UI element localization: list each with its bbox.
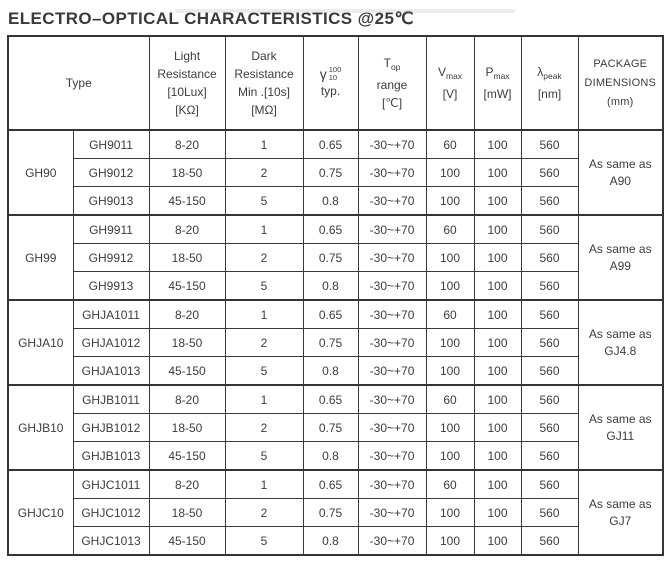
cell-model: GHJC1011	[73, 470, 149, 499]
cell-top-range: -30~+70	[358, 357, 426, 386]
cell-vmax: 100	[426, 442, 474, 471]
header-lambda-peak: $\lambda_{peak}$ [nm]	[521, 36, 578, 130]
cell-pmax: 100	[474, 499, 521, 527]
cell-type-group: GH99	[8, 215, 73, 300]
header-package-dimensions: PACKAGE DIMENSIONS (mm)	[578, 36, 663, 130]
cell-gamma: 0.75	[303, 499, 358, 527]
cell-vmax: 100	[426, 357, 474, 386]
cell-type-group: GHJA10	[8, 300, 73, 385]
cell-top-range: -30~+70	[358, 329, 426, 357]
cell-pmax: 100	[474, 215, 521, 244]
cell-pmax: 100	[474, 130, 521, 159]
cell-gamma: 0.8	[303, 272, 358, 301]
cell-top-range: -30~+70	[358, 244, 426, 272]
cell-lambda-peak: 560	[521, 130, 578, 159]
cell-dark-resistance: 1	[225, 300, 303, 329]
cell-dark-resistance: 1	[225, 215, 303, 244]
cell-pmax: 100	[474, 527, 521, 556]
cell-light-resistance: 45-150	[149, 357, 225, 386]
cell-pmax: 100	[474, 470, 521, 499]
cell-vmax: 100	[426, 499, 474, 527]
cell-gamma: 0.65	[303, 130, 358, 159]
cell-top-range: -30~+70	[358, 300, 426, 329]
cell-dark-resistance: 5	[225, 442, 303, 471]
cell-package-dimensions: As same as A90	[578, 130, 663, 215]
cell-lambda-peak: 560	[521, 357, 578, 386]
cell-vmax: 100	[426, 187, 474, 216]
table-row	[8, 244, 663, 272]
table-row	[8, 499, 663, 527]
cell-lambda-peak: 560	[521, 499, 578, 527]
table-row	[8, 527, 663, 556]
cell-pmax: 100	[474, 159, 521, 187]
table-row	[8, 329, 663, 357]
table-row	[8, 385, 663, 414]
cell-dark-resistance: 1	[225, 470, 303, 499]
cell-lambda-peak: 560	[521, 159, 578, 187]
cell-model: GHJA1012	[73, 329, 149, 357]
table-row	[8, 272, 663, 301]
table-row	[8, 470, 663, 499]
cell-light-resistance: 8-20	[149, 130, 225, 159]
cell-dark-resistance: 5	[225, 187, 303, 216]
cell-light-resistance: 18-50	[149, 159, 225, 187]
cell-light-resistance: 8-20	[149, 300, 225, 329]
cell-lambda-peak: 560	[521, 470, 578, 499]
cell-model: GH9912	[73, 244, 149, 272]
cell-gamma: 0.75	[303, 244, 358, 272]
cell-vmax: 100	[426, 527, 474, 556]
cell-gamma: 0.75	[303, 159, 358, 187]
cell-lambda-peak: 560	[521, 187, 578, 216]
cell-type-group: GHJB10	[8, 385, 73, 470]
table-row	[8, 130, 663, 159]
cell-vmax: 100	[426, 329, 474, 357]
header-gamma: γ 100 10 typ.	[303, 36, 358, 130]
cell-vmax: 60	[426, 385, 474, 414]
cell-pmax: 100	[474, 414, 521, 442]
cell-gamma: 0.8	[303, 187, 358, 216]
page-title: ELECTRO–OPTICAL CHARACTERISTICS @25℃	[8, 9, 414, 28]
cell-vmax: 60	[426, 215, 474, 244]
cell-type-group: GHJC10	[8, 470, 73, 555]
cell-light-resistance: 18-50	[149, 329, 225, 357]
cell-light-resistance: 8-20	[149, 385, 225, 414]
cell-package-dimensions: As same as GJ11	[578, 385, 663, 470]
cell-model: GH9011	[73, 130, 149, 159]
cell-pmax: 100	[474, 329, 521, 357]
cell-gamma: 0.65	[303, 215, 358, 244]
cell-model: GHJB1012	[73, 414, 149, 442]
cell-dark-resistance: 2	[225, 244, 303, 272]
cell-top-range: -30~+70	[358, 414, 426, 442]
cell-pmax: 100	[474, 244, 521, 272]
cell-pmax: 100	[474, 385, 521, 414]
table-row	[8, 215, 663, 244]
cell-model: GHJA1011	[73, 300, 149, 329]
characteristics-table	[7, 35, 664, 556]
cell-package-dimensions: As same as GJ4.8	[578, 300, 663, 385]
table-row	[8, 442, 663, 471]
cell-top-range: -30~+70	[358, 470, 426, 499]
table-row	[8, 414, 663, 442]
cell-light-resistance: 8-20	[149, 470, 225, 499]
cell-top-range: -30~+70	[358, 215, 426, 244]
gamma-symbol: γ	[319, 66, 327, 82]
cell-gamma: 0.8	[303, 527, 358, 556]
cell-light-resistance: 45-150	[149, 272, 225, 301]
cell-gamma: 0.8	[303, 357, 358, 386]
cell-vmax: 60	[426, 300, 474, 329]
cell-dark-resistance: 2	[225, 499, 303, 527]
cell-gamma: 0.65	[303, 385, 358, 414]
cell-top-range: -30~+70	[358, 499, 426, 527]
cell-vmax: 60	[426, 130, 474, 159]
cell-gamma: 0.65	[303, 300, 358, 329]
cell-dark-resistance: 2	[225, 329, 303, 357]
cell-lambda-peak: 560	[521, 385, 578, 414]
cell-vmax: 100	[426, 272, 474, 301]
cell-dark-resistance: 1	[225, 130, 303, 159]
cell-lambda-peak: 560	[521, 527, 578, 556]
cell-top-range: -30~+70	[358, 187, 426, 216]
cell-dark-resistance: 5	[225, 527, 303, 556]
cell-top-range: -30~+70	[358, 385, 426, 414]
cell-model: GH9012	[73, 159, 149, 187]
header-type: Type	[8, 36, 149, 130]
cell-lambda-peak: 560	[521, 329, 578, 357]
scan-artifact	[175, 9, 515, 13]
cell-light-resistance: 18-50	[149, 414, 225, 442]
cell-vmax: 100	[426, 159, 474, 187]
cell-pmax: 100	[474, 187, 521, 216]
cell-model: GH9913	[73, 272, 149, 301]
cell-lambda-peak: 560	[521, 215, 578, 244]
cell-pmax: 100	[474, 442, 521, 471]
cell-pmax: 100	[474, 357, 521, 386]
cell-dark-resistance: 1	[225, 385, 303, 414]
cell-pmax: 100	[474, 300, 521, 329]
table-row	[8, 187, 663, 216]
cell-top-range: -30~+70	[358, 442, 426, 471]
cell-light-resistance: 45-150	[149, 442, 225, 471]
cell-lambda-peak: 560	[521, 272, 578, 301]
cell-model: GHJA1013	[73, 357, 149, 386]
cell-lambda-peak: 560	[521, 300, 578, 329]
cell-top-range: -30~+70	[358, 130, 426, 159]
cell-dark-resistance: 2	[225, 159, 303, 187]
cell-package-dimensions: As same as A99	[578, 215, 663, 300]
cell-light-resistance: 18-50	[149, 499, 225, 527]
table-row	[8, 300, 663, 329]
cell-model: GHJB1011	[73, 385, 149, 414]
cell-light-resistance: 45-150	[149, 187, 225, 216]
cell-light-resistance: 45-150	[149, 527, 225, 556]
cell-top-range: -30~+70	[358, 159, 426, 187]
header-vmax: $V_{max}$ [V]	[426, 36, 474, 130]
cell-dark-resistance: 2	[225, 414, 303, 442]
cell-top-range: -30~+70	[358, 272, 426, 301]
header-dark-resistance: Dark Resistance Min .[10s] [MΩ]	[225, 36, 303, 130]
cell-light-resistance: 18-50	[149, 244, 225, 272]
cell-top-range: -30~+70	[358, 527, 426, 556]
cell-gamma: 0.75	[303, 414, 358, 442]
cell-model: GH9013	[73, 187, 149, 216]
table-header	[8, 36, 663, 130]
table-row	[8, 357, 663, 386]
cell-vmax: 60	[426, 470, 474, 499]
header-top-range: $T_{op}$ range [℃]	[358, 36, 426, 130]
cell-lambda-peak: 560	[521, 414, 578, 442]
cell-model: GHJC1013	[73, 527, 149, 556]
cell-light-resistance: 8-20	[149, 215, 225, 244]
cell-model: GH9911	[73, 215, 149, 244]
cell-dark-resistance: 5	[225, 357, 303, 386]
header-light-resistance: Light Resistance [10Lux] [KΩ]	[149, 36, 225, 130]
cell-pmax: 100	[474, 272, 521, 301]
cell-lambda-peak: 560	[521, 244, 578, 272]
cell-type-group: GH90	[8, 130, 73, 215]
cell-vmax: 100	[426, 244, 474, 272]
cell-dark-resistance: 5	[225, 272, 303, 301]
cell-package-dimensions: As same as GJ7	[578, 470, 663, 555]
cell-gamma: 0.65	[303, 470, 358, 499]
cell-gamma: 0.75	[303, 329, 358, 357]
cell-lambda-peak: 560	[521, 442, 578, 471]
cell-model: GHJB1013	[73, 442, 149, 471]
cell-gamma: 0.8	[303, 442, 358, 471]
table-row	[8, 159, 663, 187]
cell-vmax: 100	[426, 414, 474, 442]
header-pmax: $P_{max}$ [mW]	[474, 36, 521, 130]
cell-model: GHJC1012	[73, 499, 149, 527]
